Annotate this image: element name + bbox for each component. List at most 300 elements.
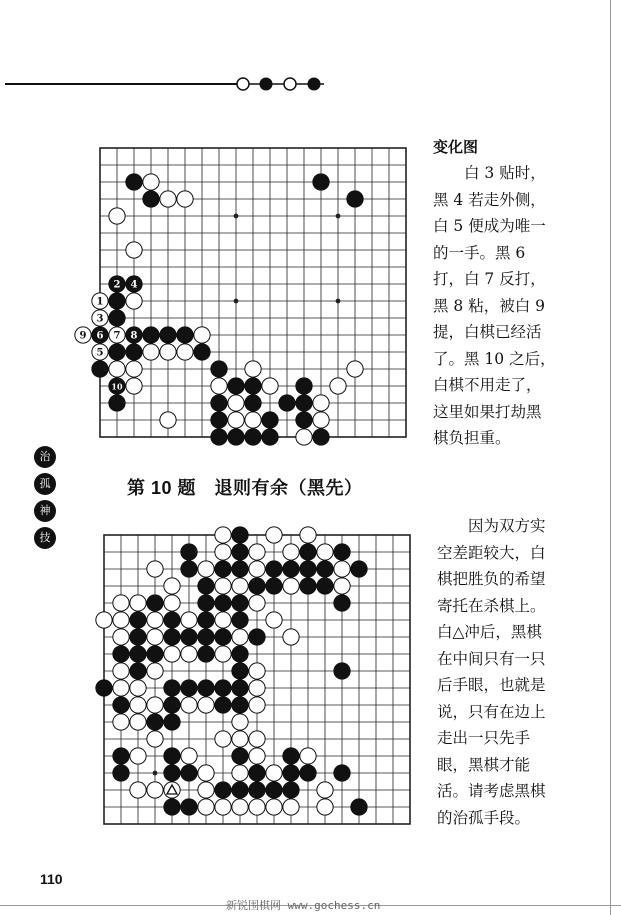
ornament-white-stone-icon xyxy=(284,78,296,90)
black-stone xyxy=(232,646,248,662)
diagram-title: 变化图 xyxy=(433,138,479,156)
black-stone xyxy=(334,595,350,611)
stone-disc xyxy=(130,612,146,628)
black-stone xyxy=(266,561,282,577)
black-stone xyxy=(211,395,227,411)
stone-disc xyxy=(181,561,197,577)
white-stone xyxy=(130,680,146,696)
stone-disc xyxy=(228,429,244,445)
stone-disc xyxy=(198,782,214,798)
stone-disc xyxy=(228,412,244,428)
stone-disc xyxy=(249,629,265,645)
black-stone xyxy=(313,174,329,190)
white-stone xyxy=(317,544,333,560)
black-stone xyxy=(126,276,142,292)
white-stone xyxy=(96,612,112,628)
variation-text-line: 白 3 贴时， xyxy=(464,164,546,182)
white-stone xyxy=(215,578,231,594)
white-stone xyxy=(215,612,231,628)
variation-diagram-board xyxy=(79,140,412,440)
stone-disc xyxy=(228,378,244,394)
black-stone xyxy=(164,680,180,696)
stone-disc xyxy=(113,748,129,764)
black-stone xyxy=(232,527,248,543)
stone-disc xyxy=(232,612,248,628)
black-stone xyxy=(215,561,231,577)
black-stone xyxy=(232,680,248,696)
stone-disc xyxy=(109,310,125,326)
stone-disc xyxy=(96,680,112,696)
variation-caption xyxy=(433,134,556,452)
black-stone xyxy=(300,561,316,577)
stone-disc xyxy=(113,714,129,730)
stone-disc xyxy=(232,799,248,815)
black-stone xyxy=(92,327,108,343)
white-stone xyxy=(181,748,197,764)
black-stone xyxy=(283,765,299,781)
black-stone xyxy=(198,612,214,628)
stone-disc xyxy=(245,361,261,377)
stone-disc xyxy=(147,697,163,713)
stone-disc xyxy=(300,561,316,577)
stone-disc xyxy=(266,612,282,628)
black-stone xyxy=(92,361,108,377)
stone-disc xyxy=(249,731,265,747)
white-stone xyxy=(126,361,142,377)
stone-disc xyxy=(160,412,176,428)
stone-disc xyxy=(198,799,214,815)
stone-disc xyxy=(198,646,214,662)
white-stone xyxy=(249,544,265,560)
stone-disc xyxy=(232,561,248,577)
stone-disc xyxy=(126,344,142,360)
stone-disc xyxy=(109,344,125,360)
stone-disc xyxy=(347,191,363,207)
stone-disc xyxy=(228,395,244,411)
black-stone xyxy=(211,361,227,377)
stone-disc xyxy=(164,629,180,645)
stone-disc xyxy=(232,765,248,781)
problem-caption xyxy=(437,513,546,831)
white-stone xyxy=(147,663,163,679)
white-stone xyxy=(126,242,142,258)
white-stone xyxy=(147,782,163,798)
stone-disc xyxy=(334,595,350,611)
black-stone xyxy=(249,578,265,594)
star-point xyxy=(234,299,239,304)
variation-text-line: 这里如果打劫黑 xyxy=(433,402,542,421)
stone-disc xyxy=(215,527,231,543)
star-point xyxy=(336,214,341,219)
black-stone xyxy=(245,429,261,445)
stone-disc xyxy=(113,663,129,679)
white-stone xyxy=(347,361,363,377)
stone-disc xyxy=(215,595,231,611)
stone-disc xyxy=(232,714,248,730)
black-stone xyxy=(113,646,129,662)
stone-disc xyxy=(164,748,180,764)
stone-disc xyxy=(262,429,278,445)
white-stone xyxy=(215,799,231,815)
white-stone xyxy=(245,361,261,377)
white-stone xyxy=(160,191,176,207)
black-stone xyxy=(283,782,299,798)
black-stone xyxy=(317,561,333,577)
black-stone xyxy=(232,782,248,798)
variation-text-line: 提，白棋已经活 xyxy=(433,323,542,341)
stone-disc xyxy=(245,429,261,445)
white-stone xyxy=(160,412,176,428)
stone-disc xyxy=(215,680,231,696)
stone-disc xyxy=(334,765,350,781)
stone-disc xyxy=(317,782,333,798)
stone-disc xyxy=(194,327,210,343)
stone-disc xyxy=(300,578,316,594)
black-stone xyxy=(347,191,363,207)
black-stone xyxy=(296,412,312,428)
seal-stamp: 治 xyxy=(34,446,56,468)
black-stone xyxy=(334,765,350,781)
stone-disc xyxy=(232,748,248,764)
black-stone xyxy=(147,714,163,730)
black-stone xyxy=(181,561,197,577)
black-stone xyxy=(147,646,163,662)
black-stone xyxy=(181,544,197,560)
variation-text-line: 黑 4 若走外侧， xyxy=(433,190,546,209)
stone-disc xyxy=(215,697,231,713)
black-stone xyxy=(300,765,316,781)
stone-disc xyxy=(215,561,231,577)
black-stone xyxy=(198,646,214,662)
black-stone xyxy=(109,378,125,394)
black-stone xyxy=(232,595,248,611)
black-stone xyxy=(164,714,180,730)
black-stone xyxy=(296,378,312,394)
white-stone xyxy=(92,293,108,309)
stone-disc xyxy=(177,344,193,360)
stone-disc xyxy=(283,765,299,781)
stone-disc xyxy=(143,174,159,190)
variation-text-line: 了。黑 10 之后， xyxy=(433,349,556,368)
white-stone xyxy=(283,799,299,815)
stone-disc xyxy=(215,612,231,628)
black-stone xyxy=(96,680,112,696)
stone-disc xyxy=(232,527,248,543)
black-stone xyxy=(181,629,197,645)
white-stone xyxy=(181,612,197,628)
stone-disc xyxy=(143,327,159,343)
white-stone xyxy=(266,612,282,628)
black-stone xyxy=(300,544,316,560)
white-stone xyxy=(232,578,248,594)
stone-disc xyxy=(198,680,214,696)
white-stone xyxy=(194,327,210,343)
white-stone xyxy=(198,799,214,815)
black-stone xyxy=(181,799,197,815)
black-stone xyxy=(283,748,299,764)
black-stone xyxy=(228,429,244,445)
stone-disc xyxy=(198,612,214,628)
white-stone xyxy=(147,561,163,577)
black-stone xyxy=(198,578,214,594)
white-stone xyxy=(211,378,227,394)
white-stone xyxy=(245,412,261,428)
white-stone xyxy=(164,578,180,594)
black-stone xyxy=(313,429,329,445)
stone-disc xyxy=(249,561,265,577)
problem-heading: 第 10 题 退则有余（黑先） xyxy=(127,478,363,498)
black-stone xyxy=(232,663,248,679)
stone-disc xyxy=(126,361,142,377)
black-stone xyxy=(147,595,163,611)
black-stone xyxy=(215,697,231,713)
stone-disc xyxy=(351,561,367,577)
stone-disc xyxy=(232,578,248,594)
white-stone xyxy=(143,174,159,190)
stone-disc xyxy=(126,174,142,190)
stone-disc xyxy=(215,799,231,815)
white-stone xyxy=(109,208,125,224)
stone-disc xyxy=(245,412,261,428)
white-stone xyxy=(109,361,125,377)
white-stone xyxy=(198,782,214,798)
stone-disc xyxy=(313,395,329,411)
stone-disc xyxy=(130,748,146,764)
white-stone xyxy=(283,578,299,594)
white-stone xyxy=(109,327,125,343)
stone-disc xyxy=(160,327,176,343)
problem-text-line: 的治孤手段。 xyxy=(437,808,531,827)
black-stone xyxy=(266,782,282,798)
stone-disc xyxy=(113,612,129,628)
white-stone xyxy=(215,646,231,662)
black-stone xyxy=(232,697,248,713)
white-stone xyxy=(232,799,248,815)
stone-disc xyxy=(96,612,112,628)
white-stone xyxy=(249,663,265,679)
white-stone xyxy=(228,412,244,428)
black-stone xyxy=(245,395,261,411)
variation-text-line: 打，白 7 反打， xyxy=(433,270,546,288)
stone-disc xyxy=(164,714,180,730)
stone-disc xyxy=(130,595,146,611)
stone-disc xyxy=(160,191,176,207)
stone-disc xyxy=(296,395,312,411)
black-stone xyxy=(262,412,278,428)
stone-disc xyxy=(215,731,231,747)
stone-disc xyxy=(113,646,129,662)
page-number: 110 xyxy=(40,871,63,887)
stone-disc xyxy=(266,782,282,798)
variation-text-line: 棋负担重。 xyxy=(433,429,511,447)
problem-text-line: 走出一只先手 xyxy=(437,729,531,747)
stone-disc xyxy=(232,782,248,798)
stone-disc xyxy=(232,629,248,645)
white-stone xyxy=(113,595,129,611)
stone-disc xyxy=(181,646,197,662)
black-stone xyxy=(266,578,282,594)
stone-disc xyxy=(198,595,214,611)
stone-disc xyxy=(147,561,163,577)
stone-disc xyxy=(215,629,231,645)
stone-disc xyxy=(245,378,261,394)
problem-text-line: 在中间只有一只 xyxy=(437,649,546,668)
black-stone xyxy=(181,765,197,781)
white-stone xyxy=(126,293,142,309)
stone-disc xyxy=(130,663,146,679)
black-stone xyxy=(215,595,231,611)
stone-disc xyxy=(232,663,248,679)
problem-text-line: 活。请考虑黑棋 xyxy=(437,782,546,800)
black-stone xyxy=(300,578,316,594)
stone-disc xyxy=(181,799,197,815)
white-stone xyxy=(317,782,333,798)
stone-disc xyxy=(313,412,329,428)
stone-disc xyxy=(177,191,193,207)
black-stone xyxy=(113,697,129,713)
black-stone xyxy=(113,748,129,764)
stone-disc xyxy=(181,680,197,696)
ornament-black-stone-icon xyxy=(308,78,321,91)
white-stone xyxy=(232,765,248,781)
move-number-label: 1 xyxy=(96,296,104,308)
white-stone xyxy=(215,731,231,747)
black-stone xyxy=(130,612,146,628)
stone-disc xyxy=(143,344,159,360)
move-number-label: 9 xyxy=(79,330,87,342)
stone-disc xyxy=(211,378,227,394)
black-stone xyxy=(215,629,231,645)
white-stone xyxy=(75,327,91,343)
header-rule xyxy=(5,83,237,85)
white-stone xyxy=(317,799,333,815)
stone-disc xyxy=(211,361,227,377)
white-stone xyxy=(147,612,163,628)
white-stone xyxy=(130,748,146,764)
stone-disc xyxy=(130,697,146,713)
stone-disc xyxy=(313,429,329,445)
stone-disc xyxy=(147,629,163,645)
move-number-label: 4 xyxy=(130,279,138,291)
white-stone xyxy=(198,765,214,781)
black-stone xyxy=(164,748,180,764)
black-stone xyxy=(317,578,333,594)
white-stone xyxy=(164,646,180,662)
stone-disc xyxy=(347,361,363,377)
white-stone xyxy=(147,697,163,713)
stone-disc xyxy=(113,629,129,645)
star-point xyxy=(234,214,239,219)
move-number-label: 6 xyxy=(96,330,104,342)
white-stone xyxy=(130,697,146,713)
white-stone xyxy=(330,378,346,394)
stone-disc xyxy=(317,561,333,577)
stone-disc xyxy=(283,544,299,560)
stone-disc xyxy=(113,680,129,696)
stone-disc xyxy=(147,612,163,628)
white-stone xyxy=(92,344,108,360)
watermark: 新锐围棋网 www.gochess.cn xyxy=(226,899,381,912)
stone-disc xyxy=(266,527,282,543)
white-stone xyxy=(113,629,129,645)
stone-disc xyxy=(334,663,350,679)
stone-disc xyxy=(300,748,316,764)
white-stone xyxy=(126,378,142,394)
white-stone xyxy=(249,561,265,577)
black-stone xyxy=(351,561,367,577)
black-stone xyxy=(249,782,265,798)
problem-text-line: 眼，黑棋才能 xyxy=(437,755,531,774)
stone-disc xyxy=(249,680,265,696)
black-stone xyxy=(143,191,159,207)
white-stone xyxy=(113,714,129,730)
white-stone xyxy=(249,731,265,747)
stone-disc xyxy=(198,578,214,594)
seal-stamp: 神 xyxy=(34,500,56,522)
stone-disc xyxy=(181,748,197,764)
black-stone xyxy=(211,429,227,445)
black-stone xyxy=(181,680,197,696)
stone-disc xyxy=(334,578,350,594)
stone-disc xyxy=(147,663,163,679)
white-stone xyxy=(266,765,282,781)
stone-disc xyxy=(177,327,193,343)
stone-disc xyxy=(147,595,163,611)
black-stone xyxy=(109,293,125,309)
stone-disc xyxy=(232,680,248,696)
black-stone xyxy=(164,629,180,645)
stone-disc xyxy=(109,208,125,224)
stone-disc xyxy=(283,799,299,815)
problem-text-line: 白△冲后，黑棋 xyxy=(437,623,542,641)
stone-disc xyxy=(296,378,312,394)
white-stone xyxy=(113,680,129,696)
variation-text-line: 白 5 便成为唯一 xyxy=(433,217,546,235)
ornament-white-stone-icon xyxy=(237,78,249,90)
stone-disc xyxy=(198,629,214,645)
problem-text-line: 后手眼，也就是 xyxy=(437,676,546,694)
black-stone xyxy=(164,765,180,781)
stone-disc xyxy=(351,799,367,815)
ornament-black-stone-icon xyxy=(260,78,273,91)
stone-disc xyxy=(334,544,350,560)
stone-disc xyxy=(249,765,265,781)
stone-disc xyxy=(109,293,125,309)
stone-disc xyxy=(130,714,146,730)
white-stone xyxy=(215,527,231,543)
white-stone xyxy=(313,412,329,428)
stone-disc xyxy=(245,395,261,411)
black-stone xyxy=(215,782,231,798)
stone-disc xyxy=(130,629,146,645)
stone-disc xyxy=(113,765,129,781)
black-stone xyxy=(198,680,214,696)
stone-disc xyxy=(249,697,265,713)
stone-disc xyxy=(198,561,214,577)
stone-disc xyxy=(266,578,282,594)
white-stone xyxy=(177,344,193,360)
stone-disc xyxy=(130,782,146,798)
black-stone xyxy=(126,327,142,343)
white-stone xyxy=(164,782,180,798)
stone-disc xyxy=(317,799,333,815)
black-stone xyxy=(194,344,210,360)
stone-disc xyxy=(211,429,227,445)
stone-disc xyxy=(164,646,180,662)
stone-disc xyxy=(164,578,180,594)
stone-disc xyxy=(113,697,129,713)
white-stone xyxy=(249,697,265,713)
